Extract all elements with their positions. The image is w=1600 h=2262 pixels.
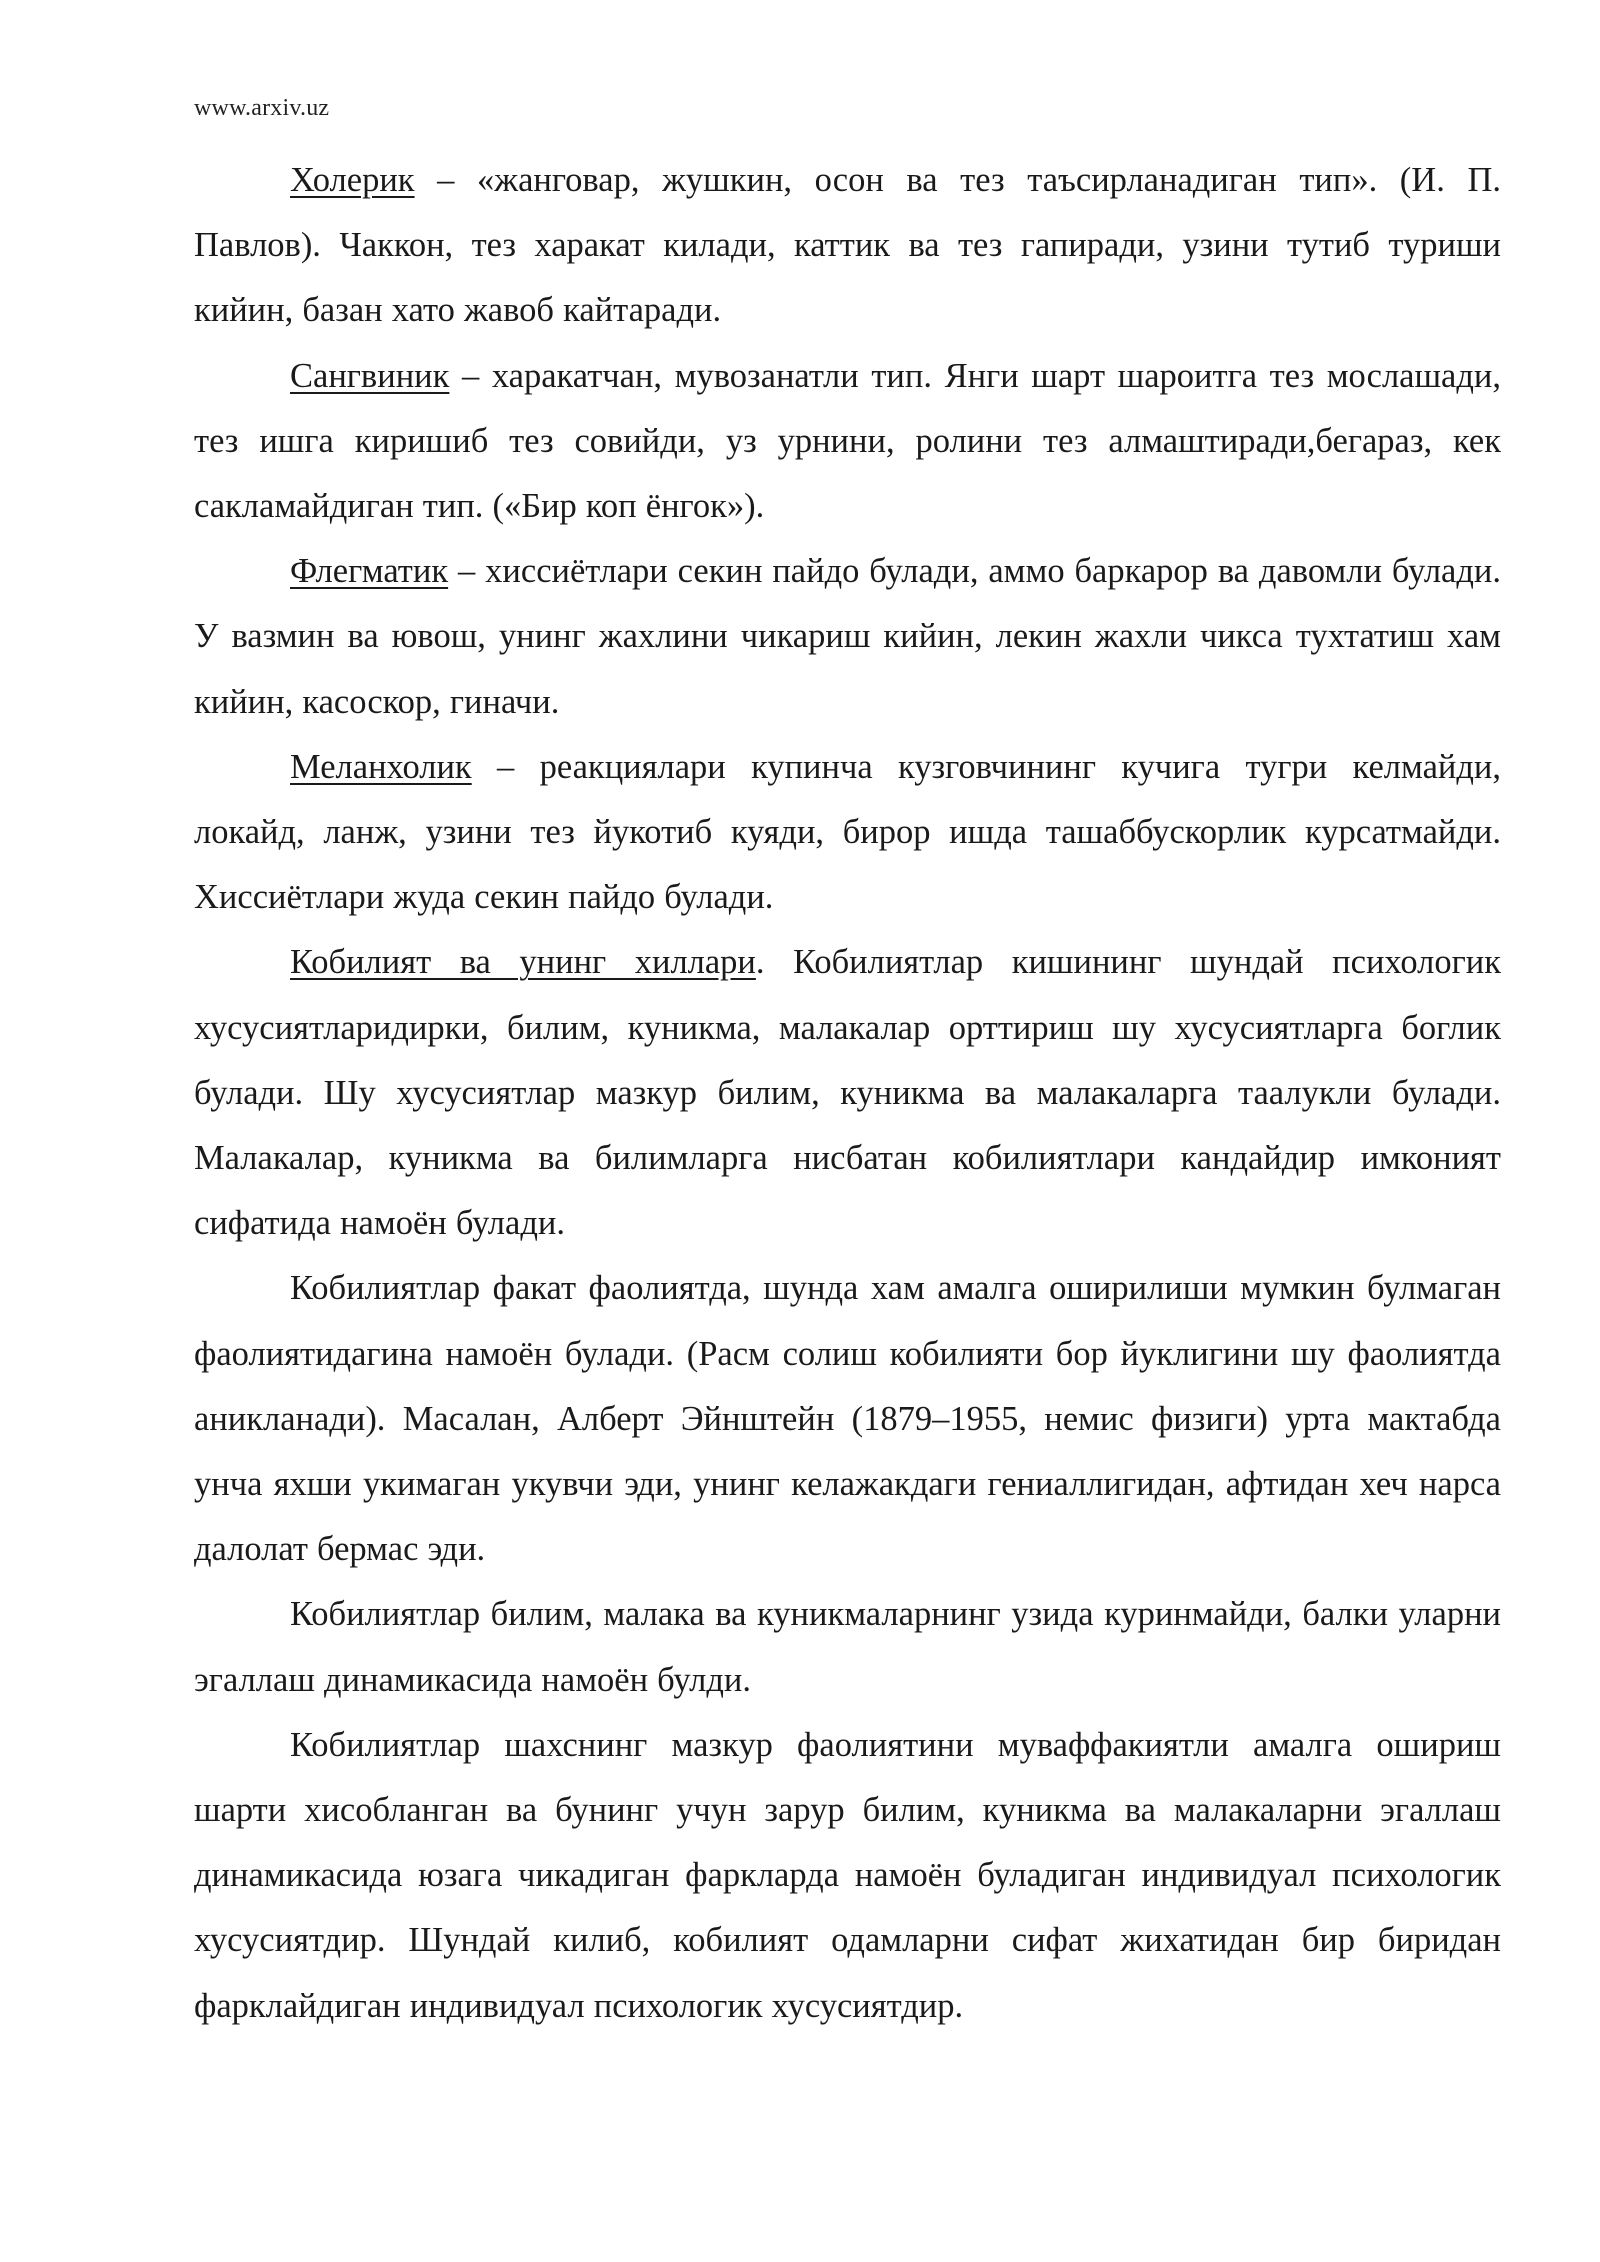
term-sanguine: Сангвиник <box>290 356 450 395</box>
paragraph-text: Кобилиятлар билим, малака ва куникмаларнинг узида куринмайди, балки уларни эгаллаш динамикасида намоён булди. <box>194 1595 1501 1699</box>
paragraph-text: Кобилиятлар факат фаолиятда, шунда хам амалга оширилиши мумкин булмаган фаолиятидагина намоён булади. (Расм солиш кобилияти бор йуклигини шу фаолиятда аникланади). Масалан, Алберт Эйнштейн (1879–1955, немис физиги) урта мактабда унча яхши укимаган укувчи эди, унинг келажакдаги гениаллигидан, афтидан хеч нарса далолат бермас эди. <box>194 1269 1501 1569</box>
paragraph-melancholic <box>194 735 1501 931</box>
paragraph-choleric <box>194 148 1501 344</box>
document-body <box>194 148 1501 2039</box>
paragraph-sanguine <box>194 344 1501 540</box>
paragraph-text: – хиссиётлари секин пайдо булади, аммо баркарор ва давомли булади. У вазмин ва ювош, унинг жахлини чикариш кийин, лекин жахли чикса тухтатиш хам кийин, касоскор, гиначи. <box>194 552 1501 721</box>
source-url-header: www.arxiv.uz <box>194 95 330 121</box>
paragraph-text: – реакциялари купинча кузговчининг кучига тугри келмайди, локайд, ланж, узини тез йукотиб куяди, бирор ишда ташаббускорлик курсатмайди. Хиссиётлари жуда секин пайдо булади. <box>194 747 1501 917</box>
paragraph-text: – харакатчан, мувозанатли тип. Янги шарт шароитга тез мослашади, тез ишга киришиб тез совийди, уз урнини, ролини тез алмаштиради,бегараз, кек сакламайдиган тип. («Бир коп ёнгок»). <box>194 356 1501 526</box>
paragraph-phlegmatic <box>194 539 1501 735</box>
paragraph-abilities-activity <box>194 1256 1501 1582</box>
paragraph-abilities-definition <box>194 1713 1501 2039</box>
term-abilities: Кобилият ва унинг хиллари <box>290 943 756 982</box>
paragraph-abilities-knowledge <box>194 1582 1501 1712</box>
paragraph-text: – «жанговар, жушкин, осон ва тез таъсирланадиган тип». (И. П. Павлов). Чаккон, тез харакат килади, каттик ва тез гапиради, узини тутиб туриши кийин, базан хато жавоб кайтаради. <box>194 161 1501 330</box>
term-choleric: Холерик <box>290 161 415 199</box>
term-melancholic: Меланхолик <box>290 747 472 786</box>
paragraph-text: Кобилиятлар шахснинг мазкур фаолиятини муваффакиятли амалга ошириш шарти хисобланган ва бунинг учун зарур билим, куникма ва малакаларни эгаллаш динамикасида юзага чикадиган фаркларда намоён буладиган индивидуал психологик хусусиятдир. Шундай килиб, кобилият одамларни сифат жихатидан бир биридан фарклайдиган индивидуал психологик хусусиятдир. <box>194 1725 1501 2025</box>
term-phlegmatic: Флегматик <box>290 552 449 591</box>
paragraph-abilities <box>194 930 1501 1256</box>
paragraph-text: . Кобилиятлар кишининг шундай психологик хусусиятларидирки, билим, куникма, малакалар орттириш шу хусусиятларга боглик булади. Шу хусусиятлар мазкур билим, куникма ва малакаларга таалукли булади. Малакалар, куникма ва билимларга нисбатан кобилиятлари кандайдир имконият сифатида намоён булади. <box>194 943 1501 1243</box>
